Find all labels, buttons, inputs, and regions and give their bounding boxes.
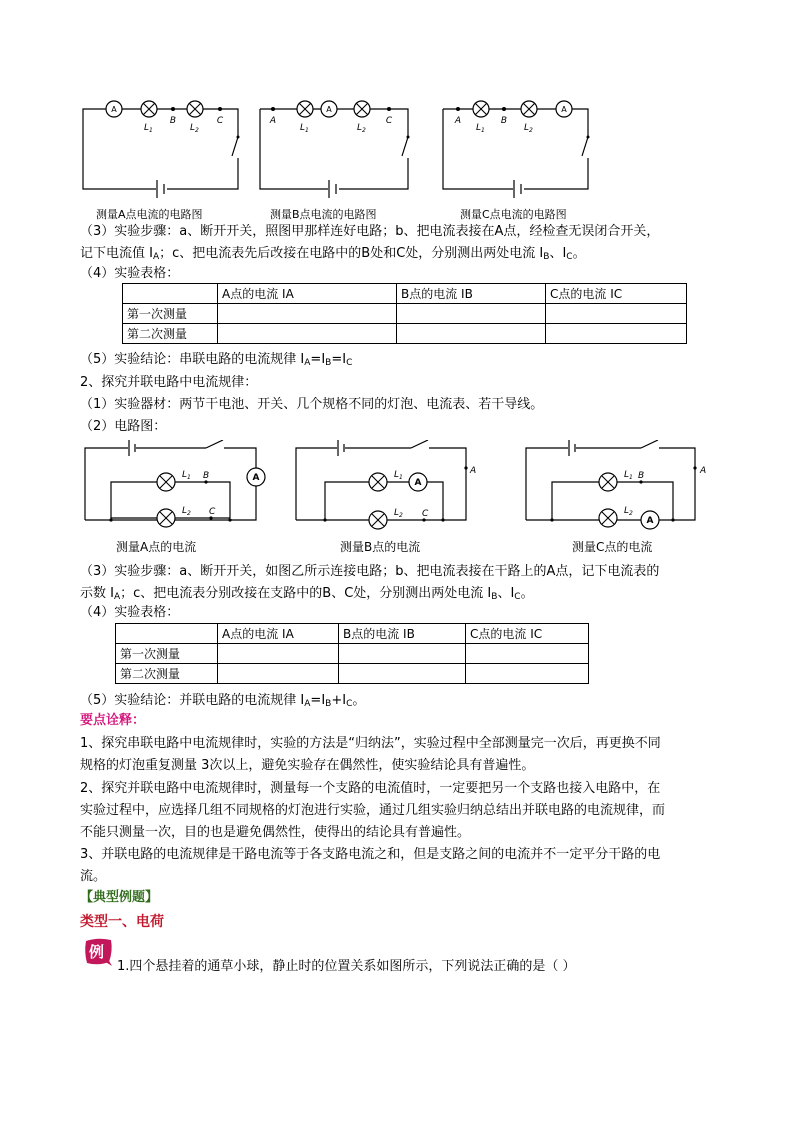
table-row-label: 第一次测量 <box>116 644 218 664</box>
lamp-l2-label: $L_2$ <box>394 508 403 519</box>
parallel-caption-a: 测量A点的电流 <box>116 540 197 554</box>
lamp-l2-label: $L_2$ <box>524 123 533 134</box>
parallel-diagram-label: （2）电路图： <box>80 419 167 434</box>
parallel-title: 2、探究并联电路中电流规律： <box>80 375 258 390</box>
parallel-equipment: （1）实验器材：两节干电池、开关、几个规格不同的灯泡、电流表、若干导线。 <box>80 397 544 412</box>
point-a-label: A <box>454 116 462 126</box>
lamp-l1-label: $L_1$ <box>624 470 633 481</box>
point-b-label: B <box>638 471 645 481</box>
example-question-1: 1.四个悬挂着的通草小球，静止时的位置关系如图所示，下列说法正确的是（ ） <box>117 959 576 974</box>
key-point-2-line1: 2、探究并联电路中电流规律时，测量每一个支路的电流值时，一定要把另一个支路也接入电路中，在 <box>80 781 661 796</box>
table-header: C点的电流 IC <box>546 284 687 304</box>
lamp-l1-label: $L_1$ <box>144 123 153 134</box>
table-row <box>116 664 589 684</box>
table-header: A点的电流 IA <box>218 284 397 304</box>
parallel-conclusion: （5）实验结论：并联电路的电流规律 $I_A=I_B+I_C$。 <box>80 693 366 709</box>
table-row-label: 第二次测量 <box>116 664 218 684</box>
parallel-caption-c: 测量C点的电流 <box>572 540 653 554</box>
table-header: B点的电流 IB <box>339 624 466 644</box>
parallel-steps-line2: 示数 $I_A$；c、把电流表分别改接在支路中的B、C处，分别测出两处电流 $I_B$、$I_C$。 <box>80 586 534 602</box>
point-b-label: B <box>500 116 508 126</box>
lamp-l1-label: $L_1$ <box>476 123 485 134</box>
lamp-l1-label: $L_1$ <box>182 470 191 481</box>
point-c-label: C <box>385 116 393 126</box>
point-c-label: C <box>209 507 216 517</box>
key-points-heading: 要点诠释： <box>80 713 146 728</box>
table-header: B点的电流 IB <box>397 284 546 304</box>
examples-heading: 【典型例题】 <box>80 890 159 905</box>
series-table <box>122 283 687 344</box>
table-row-label: 第二次测量 <box>123 324 218 344</box>
parallel-table-label: （4）实验表格： <box>80 605 180 620</box>
lamp-l2-label: $L_2$ <box>190 123 199 134</box>
lamp-l1-label: $L_1$ <box>394 470 403 481</box>
table-row <box>123 284 687 304</box>
table-header: C点的电流 IC <box>466 624 589 644</box>
point-c-label: C <box>422 509 429 519</box>
series-steps-line2: 记下电流值 $I_A$；c、把电流表先后改接在电路中的B处和C处，分别测出两处电流 $I_B$、$I_C$。 <box>80 246 586 262</box>
lamp-l2-label: $L_2$ <box>624 506 633 517</box>
key-point-3-line2: 流。 <box>80 869 107 884</box>
series-steps-line1: （3）实验步骤：a、断开开关，照图甲那样连好电路；b、把电流表接在A点，经检查无误闭合开关， <box>80 224 660 239</box>
ammeter-label: A <box>111 105 117 114</box>
ammeter-label: A <box>414 478 422 488</box>
lamp-l2-label: $L_2$ <box>182 506 191 517</box>
parallel-caption-b: 测量B点的电流 <box>340 540 421 554</box>
table-row <box>123 324 687 344</box>
point-b-label: B <box>169 116 177 126</box>
table-row <box>123 304 687 324</box>
ammeter-label: A <box>646 516 654 526</box>
ammeter-label: A <box>326 105 332 114</box>
key-point-2-line3: 不能只测量一次，目的也是避免偶然性，使得出的结论具有普遍性。 <box>80 825 471 840</box>
table-row <box>116 644 589 664</box>
series-conclusion: （5）实验结论：串联电路的电流规律 $I_A=I_B=I_C$ <box>80 352 353 368</box>
series-caption-c: 测量C点电流的电路图 <box>460 208 567 221</box>
key-point-3-line1: 3、并联电路的电流规律是干路电流等于各支路电流之和，但是支路之间的电流并不一定平分干路的电 <box>80 847 661 862</box>
key-point-2-line2: 实验过程中，应选择几组不同规格的灯泡进行实验，通过几组实验归纳总结出并联电路的电流规律，而 <box>80 803 666 818</box>
example-badge-label: 例 <box>89 943 105 961</box>
type-one-heading: 类型一、电荷 <box>80 914 164 930</box>
table-header: A点的电流 IA <box>218 624 339 644</box>
point-a-label: A <box>470 466 477 476</box>
key-point-1-line1: 1、探究串联电路中电流规律时，实验的方法是“归纳法”，实验过程中全部测量完一次后，再更换不同 <box>80 736 661 751</box>
ammeter-label: A <box>561 105 567 114</box>
table-cell <box>116 624 218 644</box>
parallel-circuit-diagrams <box>78 440 718 540</box>
parallel-steps-line1: （3）实验步骤：a、断开开关，如图乙所示连接电路；b、把电流表接在干路上的A点，记下电流表的 <box>80 564 660 579</box>
point-c-label: C <box>216 116 224 126</box>
table-row-label: 第一次测量 <box>123 304 218 324</box>
point-a-label: A <box>269 116 277 126</box>
series-caption-a: 测量A点电流的电路图 <box>96 208 203 221</box>
parallel-table <box>115 623 589 684</box>
series-table-label: （4）实验表格： <box>80 266 180 281</box>
lamp-l2-label: $L_2$ <box>357 123 366 134</box>
lamp-l1-label: $L_1$ <box>300 123 309 134</box>
series-circuit-diagrams <box>78 92 608 204</box>
ammeter-label: A <box>252 473 260 483</box>
key-point-1-line2: 规格的灯泡重复测量 3次以上，避免实验存在偶然性，使实验结论具有普遍性。 <box>80 758 535 773</box>
series-caption-b: 测量B点电流的电路图 <box>270 208 377 221</box>
point-b-label: B <box>203 471 210 481</box>
table-cell <box>123 284 218 304</box>
example-badge <box>82 937 116 967</box>
table-row <box>116 624 589 644</box>
point-a-label: A <box>700 466 707 476</box>
